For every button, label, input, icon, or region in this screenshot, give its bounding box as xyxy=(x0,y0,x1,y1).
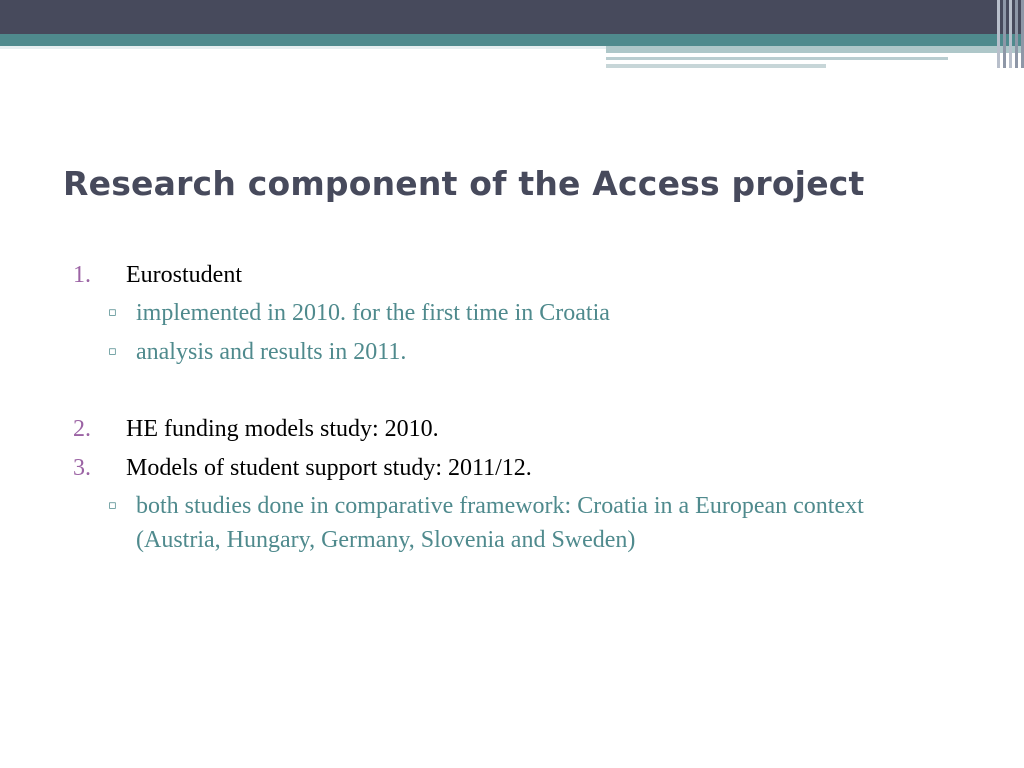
item-number: 3. xyxy=(73,455,91,481)
item-text: Models of student support study: 2011/12. xyxy=(126,455,532,481)
sub-item-text: implemented in 2010. for the first time in Croatia xyxy=(136,300,610,326)
square-bullet-icon: ▫ xyxy=(108,305,117,320)
top-teal-band xyxy=(0,34,1024,46)
decor-rule-1 xyxy=(606,57,948,60)
sub-item-text: both studies done in comparative framework: Croatia in a European context (Austria, Hungary, Germany, Slovenia and Sweden) xyxy=(136,493,864,553)
decor-rule-2 xyxy=(606,64,826,68)
item-text: HE funding models study: 2010. xyxy=(126,416,439,442)
item-number: 1. xyxy=(73,262,91,288)
top-thin-rule xyxy=(0,46,606,49)
item-text: Eurostudent xyxy=(126,262,242,288)
square-bullet-icon: ▫ xyxy=(108,498,117,513)
sub-item-text: analysis and results in 2011. xyxy=(136,339,407,365)
top-dark-band xyxy=(0,0,1024,34)
top-light-band xyxy=(606,46,1024,53)
corner-stripes xyxy=(992,0,1024,68)
item-number: 2. xyxy=(73,416,91,442)
square-bullet-icon: ▫ xyxy=(108,344,117,359)
slide-title: Research component of the Access project xyxy=(63,164,865,203)
